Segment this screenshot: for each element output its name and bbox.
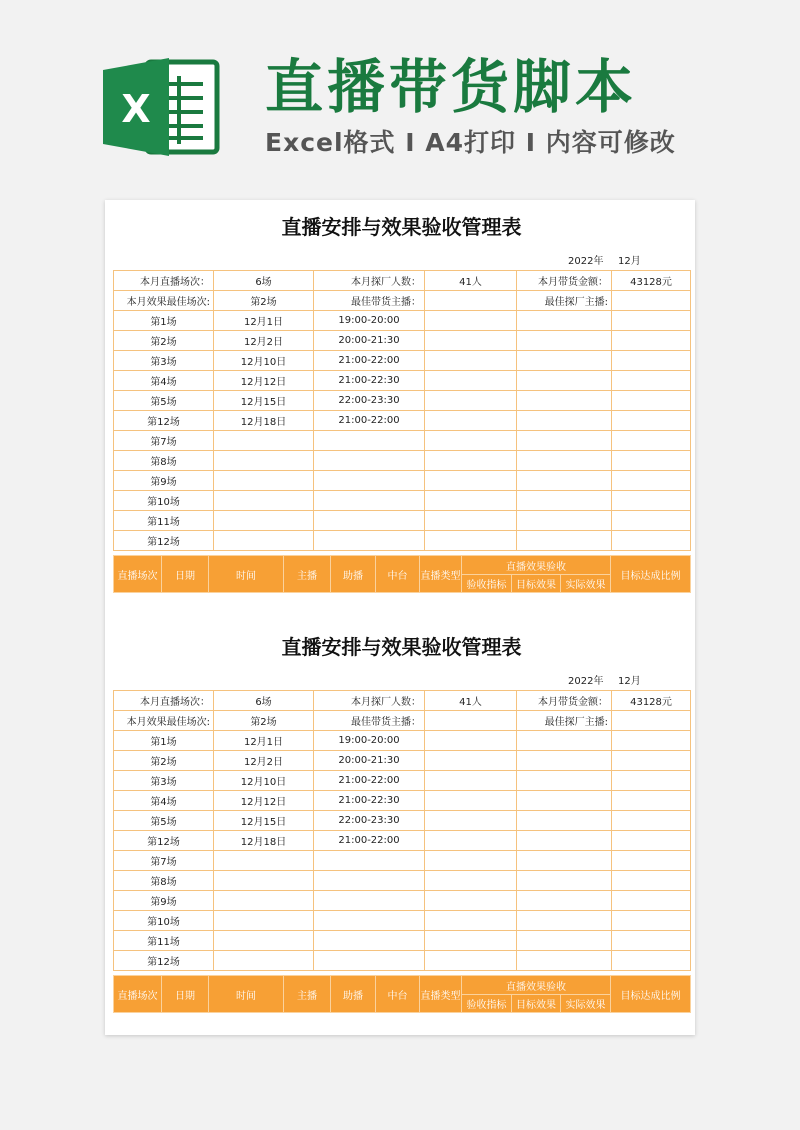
summary-value[interactable]: 41人 — [425, 691, 517, 711]
cell-date[interactable]: 12月2日 — [214, 331, 314, 351]
cell-host[interactable] — [425, 911, 517, 931]
cell-host[interactable] — [425, 891, 517, 911]
cell-assistant[interactable] — [517, 911, 612, 931]
cell-host[interactable] — [425, 931, 517, 951]
summary-label: 最佳探厂主播: — [517, 291, 612, 311]
cell-assistant[interactable] — [517, 931, 612, 951]
col-metric[interactable]: 验收指标 — [462, 575, 512, 593]
table-row — [114, 391, 691, 411]
cell-session[interactable]: 第9场 — [114, 471, 214, 491]
col-target[interactable]: 目标效果 — [512, 575, 561, 593]
cell-time[interactable]: 21:00-22:30 — [314, 791, 425, 811]
col-actual[interactable]: 实际效果 — [561, 575, 611, 593]
cell-host[interactable] — [425, 791, 517, 811]
cell-time[interactable]: 21:00-22:00 — [314, 831, 425, 851]
col-date[interactable]: 日期 — [162, 976, 209, 1013]
excel-letter: X — [121, 87, 151, 131]
header-row — [114, 556, 691, 575]
cell-date[interactable] — [214, 471, 314, 491]
cell-session[interactable]: 第12场 — [114, 411, 214, 431]
cell-host[interactable] — [425, 431, 517, 451]
page-header — [0, 0, 800, 195]
cell-time[interactable] — [314, 851, 425, 871]
summary-label: 本月带货金额： — [517, 271, 612, 291]
summary-label: 最佳探厂主播: — [517, 711, 612, 731]
cell-time[interactable] — [314, 511, 425, 531]
report-title: 直播安排与效果验收管理表 — [281, 635, 522, 659]
cell-date[interactable]: 12月10日 — [214, 351, 314, 371]
col-ratio[interactable]: 目标达成比例 — [611, 976, 691, 1013]
cell-session[interactable]: 第12场 — [114, 951, 214, 971]
report-month: 12月 — [618, 256, 641, 267]
cell-assistant[interactable] — [517, 411, 612, 431]
summary-row — [114, 711, 691, 731]
page-subtitle: Excel格式 Ⅰ A4打印 Ⅰ 内容可修改 — [265, 128, 676, 157]
cell-host[interactable] — [425, 771, 517, 791]
summary-label: 最佳带货主播： — [314, 711, 425, 731]
cell-control[interactable] — [612, 411, 691, 431]
cell-date[interactable] — [214, 871, 314, 891]
col-host[interactable]: 主播 — [284, 556, 331, 593]
summary-value[interactable] — [425, 291, 517, 311]
col-session[interactable]: 直播场次 — [114, 976, 162, 1013]
cell-date[interactable] — [214, 451, 314, 471]
summary-value[interactable]: 6场 — [214, 271, 314, 291]
cell-date[interactable]: 12月1日 — [214, 731, 314, 751]
cell-control[interactable] — [612, 471, 691, 491]
cell-session[interactable]: 第7场 — [114, 851, 214, 871]
cell-assistant[interactable] — [517, 351, 612, 371]
table-row — [114, 731, 691, 751]
cell-date[interactable]: 12月18日 — [214, 831, 314, 851]
cell-session[interactable]: 第7场 — [114, 431, 214, 451]
cell-host[interactable] — [425, 531, 517, 551]
header-row — [114, 976, 691, 995]
cell-control[interactable] — [612, 951, 691, 971]
cell-assistant[interactable] — [517, 891, 612, 911]
cell-control[interactable] — [612, 491, 691, 511]
table-row — [114, 451, 691, 471]
table-row — [114, 771, 691, 791]
cell-control[interactable] — [612, 931, 691, 951]
cell-session[interactable]: 第3场 — [114, 771, 214, 791]
col-metric[interactable]: 验收指标 — [462, 995, 512, 1013]
table-row — [114, 471, 691, 491]
summary-label: 本月带货金额： — [517, 691, 612, 711]
col-effect-group[interactable]: 直播效果验收 — [462, 976, 611, 995]
report-month: 12月 — [618, 676, 641, 687]
cell-time[interactable] — [314, 471, 425, 491]
table-row — [114, 951, 691, 971]
table-row — [114, 331, 691, 351]
report-date — [113, 666, 690, 690]
table-row — [114, 871, 691, 891]
cell-assistant[interactable] — [517, 811, 612, 831]
cell-host[interactable] — [425, 311, 517, 331]
cell-host[interactable] — [425, 491, 517, 511]
report-section-1 — [113, 208, 690, 593]
cell-control[interactable] — [612, 731, 691, 751]
summary-label: 本月探厂人数： — [314, 271, 425, 291]
cell-date[interactable]: 12月1日 — [214, 311, 314, 331]
cell-date[interactable]: 12月10日 — [214, 771, 314, 791]
cell-control[interactable] — [612, 531, 691, 551]
summary-value[interactable]: 6场 — [214, 691, 314, 711]
cell-host[interactable] — [425, 811, 517, 831]
cell-host[interactable] — [425, 331, 517, 351]
report-year: 2022年 — [568, 676, 604, 687]
col-control[interactable]: 中台 — [376, 976, 420, 1013]
cell-session[interactable]: 第1场 — [114, 311, 214, 331]
col-type[interactable]: 直播类型 — [420, 556, 462, 593]
table-row — [114, 911, 691, 931]
col-session[interactable]: 直播场次 — [114, 556, 162, 593]
table-row — [114, 311, 691, 331]
cell-date[interactable] — [214, 931, 314, 951]
cell-time[interactable] — [314, 531, 425, 551]
cell-control[interactable] — [612, 311, 691, 331]
summary-label: 本月效果最佳场次: — [114, 291, 214, 311]
cell-host[interactable] — [425, 831, 517, 851]
cell-date[interactable] — [214, 951, 314, 971]
summary-value[interactable]: 第2场 — [214, 711, 314, 731]
cell-control[interactable] — [612, 871, 691, 891]
cell-assistant[interactable] — [517, 791, 612, 811]
col-time[interactable]: 时间 — [209, 556, 284, 593]
cell-session[interactable]: 第11场 — [114, 931, 214, 951]
cell-date[interactable] — [214, 491, 314, 511]
cell-assistant[interactable] — [517, 511, 612, 531]
cell-control[interactable] — [612, 431, 691, 451]
cell-time[interactable] — [314, 491, 425, 511]
cell-control[interactable] — [612, 791, 691, 811]
table-row — [114, 791, 691, 811]
table-row — [114, 531, 691, 551]
table-row — [114, 751, 691, 771]
cell-control[interactable] — [612, 391, 691, 411]
cell-date[interactable]: 12月12日 — [214, 371, 314, 391]
cell-control[interactable] — [612, 891, 691, 911]
col-assistant[interactable]: 助播 — [331, 556, 376, 593]
summary-row — [114, 291, 691, 311]
cell-date[interactable] — [214, 851, 314, 871]
cell-time[interactable]: 21:00-22:30 — [314, 371, 425, 391]
summary-label: 本月直播场次： — [114, 271, 214, 291]
cell-time[interactable] — [314, 451, 425, 471]
cell-assistant[interactable] — [517, 751, 612, 771]
summary-value[interactable]: 41人 — [425, 271, 517, 291]
table-row — [114, 511, 691, 531]
cell-session[interactable]: 第2场 — [114, 331, 214, 351]
schedule-table — [113, 975, 691, 1013]
cell-assistant[interactable] — [517, 451, 612, 471]
cell-date[interactable] — [214, 891, 314, 911]
cell-session[interactable]: 第12场 — [114, 831, 214, 851]
cell-session[interactable]: 第12场 — [114, 531, 214, 551]
page-title: 直播带货脚本 — [265, 53, 638, 121]
cell-time[interactable]: 19:00-20:00 — [314, 731, 425, 751]
cell-assistant[interactable] — [517, 391, 612, 411]
cell-session[interactable]: 第5场 — [114, 811, 214, 831]
cell-control[interactable] — [612, 451, 691, 471]
col-target[interactable]: 目标效果 — [512, 995, 561, 1013]
summary-label: 本月探厂人数： — [314, 691, 425, 711]
summary-label: 本月直播场次： — [114, 691, 214, 711]
cell-assistant[interactable] — [517, 951, 612, 971]
cell-control[interactable] — [612, 851, 691, 871]
cell-session[interactable]: 第1场 — [114, 731, 214, 751]
table-row — [114, 351, 691, 371]
cell-host[interactable] — [425, 751, 517, 771]
summary-value[interactable] — [425, 711, 517, 731]
table-row — [114, 491, 691, 511]
table-row — [114, 371, 691, 391]
cell-time[interactable]: 20:00-21:30 — [314, 751, 425, 771]
cell-time[interactable] — [314, 951, 425, 971]
cell-assistant[interactable] — [517, 731, 612, 751]
document-sheet — [105, 200, 695, 1035]
table-row — [114, 411, 691, 431]
summary-value[interactable] — [612, 291, 691, 311]
cell-session[interactable]: 第4场 — [114, 371, 214, 391]
cell-session[interactable]: 第10场 — [114, 491, 214, 511]
cell-assistant[interactable] — [517, 871, 612, 891]
summary-value[interactable] — [612, 711, 691, 731]
cell-date[interactable]: 12月2日 — [214, 751, 314, 771]
cell-session[interactable]: 第3场 — [114, 351, 214, 371]
cell-assistant[interactable] — [517, 771, 612, 791]
cell-time[interactable] — [314, 911, 425, 931]
cell-session[interactable]: 第2场 — [114, 751, 214, 771]
cell-control[interactable] — [612, 371, 691, 391]
cell-control[interactable] — [612, 351, 691, 371]
cell-date[interactable] — [214, 911, 314, 931]
cell-date[interactable]: 12月12日 — [214, 791, 314, 811]
col-time[interactable]: 时间 — [209, 976, 284, 1013]
cell-date[interactable] — [214, 431, 314, 451]
cell-time[interactable] — [314, 891, 425, 911]
summary-value[interactable]: 43128元 — [612, 691, 691, 711]
cell-time[interactable] — [314, 871, 425, 891]
cell-host[interactable] — [425, 731, 517, 751]
cell-assistant[interactable] — [517, 371, 612, 391]
col-effect-group[interactable]: 直播效果验收 — [462, 556, 611, 575]
cell-time[interactable]: 21:00-22:00 — [314, 411, 425, 431]
table-row — [114, 931, 691, 951]
cell-host[interactable] — [425, 371, 517, 391]
cell-host[interactable] — [425, 511, 517, 531]
schedule-table — [113, 555, 691, 593]
summary-table — [113, 690, 691, 971]
cell-time[interactable]: 21:00-22:00 — [314, 351, 425, 371]
cell-session[interactable]: 第10场 — [114, 911, 214, 931]
cell-session[interactable]: 第8场 — [114, 451, 214, 471]
cell-assistant[interactable] — [517, 851, 612, 871]
table-row — [114, 811, 691, 831]
cell-assistant[interactable] — [517, 431, 612, 451]
col-control[interactable]: 中台 — [376, 556, 420, 593]
cell-host[interactable] — [425, 451, 517, 471]
cell-session[interactable]: 第9场 — [114, 891, 214, 911]
cell-host[interactable] — [425, 391, 517, 411]
cell-time[interactable]: 21:00-22:00 — [314, 771, 425, 791]
cell-control[interactable] — [612, 511, 691, 531]
cell-session[interactable]: 第8场 — [114, 871, 214, 891]
cell-time[interactable]: 22:00-23:30 — [314, 811, 425, 831]
cell-host[interactable] — [425, 411, 517, 431]
table-row — [114, 431, 691, 451]
summary-value[interactable]: 第2场 — [214, 291, 314, 311]
col-type[interactable]: 直播类型 — [420, 976, 462, 1013]
cell-time[interactable]: 19:00-20:00 — [314, 311, 425, 331]
cell-date[interactable]: 12月15日 — [214, 811, 314, 831]
report-date — [113, 246, 690, 270]
summary-label: 最佳带货主播： — [314, 291, 425, 311]
cell-session[interactable]: 第11场 — [114, 511, 214, 531]
cell-session[interactable]: 第5场 — [114, 391, 214, 411]
cell-date[interactable]: 12月18日 — [214, 411, 314, 431]
cell-assistant[interactable] — [517, 331, 612, 351]
col-host[interactable]: 主播 — [284, 976, 331, 1013]
cell-control[interactable] — [612, 331, 691, 351]
cell-control[interactable] — [612, 751, 691, 771]
cell-time[interactable]: 22:00-23:30 — [314, 391, 425, 411]
summary-row — [114, 271, 691, 291]
cell-host[interactable] — [425, 471, 517, 491]
cell-host[interactable] — [425, 351, 517, 371]
cell-time[interactable] — [314, 431, 425, 451]
col-ratio[interactable]: 目标达成比例 — [611, 556, 691, 593]
summary-table — [113, 270, 691, 551]
cell-date[interactable] — [214, 531, 314, 551]
excel-icon — [103, 58, 221, 156]
cell-assistant[interactable] — [517, 491, 612, 511]
cell-time[interactable] — [314, 931, 425, 951]
col-assistant[interactable]: 助播 — [331, 976, 376, 1013]
cell-control[interactable] — [612, 811, 691, 831]
cell-time[interactable]: 20:00-21:30 — [314, 331, 425, 351]
col-date[interactable]: 日期 — [162, 556, 209, 593]
col-actual[interactable]: 实际效果 — [561, 995, 611, 1013]
cell-control[interactable] — [612, 911, 691, 931]
cell-session[interactable]: 第4场 — [114, 791, 214, 811]
summary-label: 本月效果最佳场次: — [114, 711, 214, 731]
cell-date[interactable]: 12月15日 — [214, 391, 314, 411]
cell-assistant[interactable] — [517, 471, 612, 491]
table-row — [114, 891, 691, 911]
summary-value[interactable]: 43128元 — [612, 271, 691, 291]
table-row — [114, 851, 691, 871]
cell-assistant[interactable] — [517, 531, 612, 551]
report-year: 2022年 — [568, 256, 604, 267]
cell-host[interactable] — [425, 851, 517, 871]
cell-assistant[interactable] — [517, 311, 612, 331]
report-section-2 — [113, 628, 690, 1013]
cell-date[interactable] — [214, 511, 314, 531]
cell-host[interactable] — [425, 951, 517, 971]
summary-row — [114, 691, 691, 711]
table-row — [114, 831, 691, 851]
cell-assistant[interactable] — [517, 831, 612, 851]
cell-control[interactable] — [612, 831, 691, 851]
report-title: 直播安排与效果验收管理表 — [281, 215, 522, 239]
cell-control[interactable] — [612, 771, 691, 791]
cell-host[interactable] — [425, 871, 517, 891]
